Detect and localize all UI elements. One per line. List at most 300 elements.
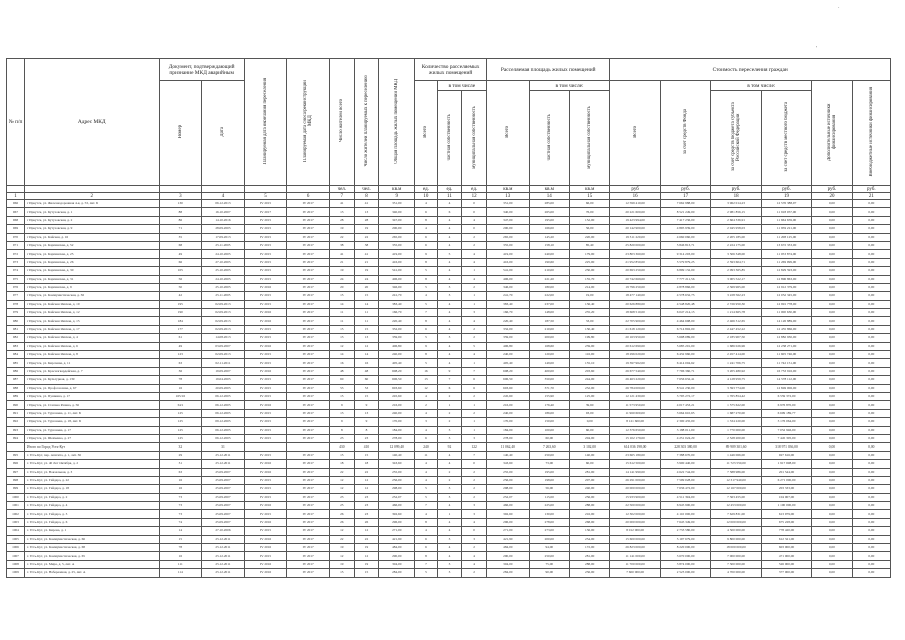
- table-cell: 12 576 388,97: [761, 200, 811, 208]
- table-cell: 25.09.2007: [202, 502, 245, 510]
- table-cell: 16: [415, 367, 437, 375]
- table-cell: 20: [354, 283, 379, 291]
- address-cell: г Иркутск, ул. Кутузовская, д. 1: [24, 208, 159, 216]
- column-number: 19: [761, 193, 811, 200]
- header-planned-demolition: Планируемая дата сноса/реконструкции МКД: [287, 59, 330, 186]
- table-cell: 85,40: [569, 241, 609, 249]
- table-cell: 25.12.2011: [202, 535, 245, 543]
- table-cell: 15: [329, 451, 354, 459]
- table-cell: 0,00: [812, 342, 852, 350]
- table-cell: 0,00: [812, 510, 852, 518]
- table-cell: 0,00: [812, 518, 852, 526]
- table-cell: 252,07: [379, 493, 415, 501]
- table-cell: 2 466 312,65: [711, 317, 761, 325]
- table-cell: 288,00: [569, 502, 609, 510]
- table-cell: 21: [354, 258, 379, 266]
- table-cell: 12 000 000,00: [711, 518, 761, 526]
- table-cell: 9 800 000,00: [711, 535, 761, 543]
- table-cell: 4: [462, 552, 487, 560]
- table-cell: 21 618 120,00: [610, 325, 660, 333]
- table-cell: 6 609 189,77: [761, 409, 811, 417]
- table-cell: 982: [7, 334, 25, 342]
- table-cell: 216,00: [379, 401, 415, 409]
- column-number: 11: [437, 193, 462, 200]
- table-cell: 104 007,00: [761, 493, 811, 501]
- table-cell: IV 2016: [244, 342, 287, 350]
- table-cell: 6 047 214,13: [660, 309, 710, 317]
- table-cell: 13: [354, 208, 379, 216]
- table-cell: 975: [7, 275, 25, 283]
- table-cell: 2 224 175,00: [711, 241, 761, 249]
- table-cell: 3 962 014,23: [711, 200, 761, 208]
- table-cell: 14.08.2013: [202, 334, 245, 342]
- header-area-private: частная собственность: [529, 91, 569, 186]
- table-cell: 6: [415, 535, 437, 543]
- table-row: [7, 493, 891, 501]
- table-cell: 0,00: [812, 401, 852, 409]
- table-cell: 32: [159, 443, 202, 451]
- table-cell: 285,00: [529, 200, 569, 208]
- table-cell: IV 2015: [244, 426, 287, 434]
- table-cell: 12 455 866,00: [761, 325, 811, 333]
- table-cell: 5: [415, 359, 437, 367]
- table-cell: 986: [7, 367, 25, 375]
- table-cell: 675 228,00: [761, 518, 811, 526]
- table-cell: 180,00: [529, 283, 569, 291]
- table-cell: 4: [415, 392, 437, 400]
- table-cell: 0,00: [812, 351, 852, 359]
- table-cell: IV 2015: [244, 527, 287, 535]
- table-cell: 265,00: [487, 233, 530, 241]
- table-cell: 7 599 028,00: [660, 476, 710, 484]
- table-cell: 25.09.2007: [202, 468, 245, 476]
- table-cell: 198,00: [529, 476, 569, 484]
- table-cell: 6: [415, 241, 437, 249]
- table-cell: 400,00: [529, 367, 569, 375]
- table-cell: 78: [159, 544, 202, 552]
- table-cell: 0,00: [812, 502, 852, 510]
- table-cell: 278,00: [529, 518, 569, 526]
- table-cell: 0,00: [852, 283, 890, 291]
- table-cell: 26 784 000,00: [610, 384, 660, 392]
- table-cell: 15: [354, 392, 379, 400]
- unit-cell: кв.м: [569, 186, 609, 193]
- column-number: 21: [852, 193, 890, 200]
- table-cell: 4: [462, 250, 487, 258]
- table-cell: 9: [437, 367, 462, 375]
- table-cell: 0,00: [852, 267, 890, 275]
- table-cell: [7, 443, 25, 451]
- table-cell: 0,00: [852, 359, 890, 367]
- table-cell: 0,00: [812, 241, 852, 249]
- table-cell: 11 700 000,00: [610, 560, 660, 568]
- table-cell: 1007: [7, 552, 25, 560]
- table-cell: 1 334 220,00: [711, 418, 761, 426]
- table-cell: 0,00: [852, 434, 890, 442]
- table-cell: 2: [437, 409, 462, 417]
- table-cell: 3 874 000,00: [660, 560, 710, 568]
- table-cell: 25.11.2005: [202, 292, 245, 300]
- table-cell: 41: [354, 200, 379, 208]
- table-cell: 0,00: [812, 334, 852, 342]
- table-cell: 240: [415, 443, 437, 451]
- table-cell: 23: [354, 434, 379, 442]
- table-cell: 27.10.2005: [202, 258, 245, 266]
- table-cell: 3: [437, 569, 462, 577]
- table-cell: 172,00: [569, 544, 609, 552]
- table-cell: 0,00: [812, 569, 852, 577]
- table-cell: 4: [415, 225, 437, 233]
- table-cell: 1: [462, 267, 487, 275]
- table-cell: 136,40: [569, 300, 609, 308]
- table-cell: IV 2015: [244, 216, 287, 224]
- table-cell: 350,00: [529, 376, 569, 384]
- address-cell: г Иркутск, ул. Карпинская, д. 26: [24, 258, 159, 266]
- table-cell: IV 2015: [244, 233, 287, 241]
- table-cell: 2: [462, 485, 487, 493]
- header-cost-subject: за счет средств бюджета субъекта Российской Федерации: [711, 91, 761, 186]
- table-cell: 5: [415, 283, 437, 291]
- table-cell: 250,00: [529, 552, 569, 560]
- table-cell: 2: [462, 241, 487, 249]
- table-cell: 5 685 201,00: [660, 342, 710, 350]
- table-row: [7, 502, 891, 510]
- address-cell: г Иркутск, ул. Железнодорожная 4-я, д. 53, лит. Б: [24, 200, 159, 208]
- table-cell: 3 228 562,23: [711, 292, 761, 300]
- table-cell: 27.10.2006: [202, 527, 245, 535]
- table-cell: 201 544,00: [761, 468, 811, 476]
- table-cell: 50: [159, 283, 202, 291]
- table-cell: 8: [354, 426, 379, 434]
- column-number: 18: [711, 193, 761, 200]
- table-cell: 19: [329, 544, 354, 552]
- table-cell: 73: [159, 502, 202, 510]
- table-cell: 6: [415, 233, 437, 241]
- table-cell: 24.10.2005: [202, 250, 245, 258]
- table-cell: 12 912 379,00: [761, 283, 811, 291]
- table-cell: 92: [437, 443, 462, 451]
- table-cell: 416,00: [487, 258, 530, 266]
- table-cell: 6: [415, 208, 437, 216]
- table-cell: 0,00: [812, 392, 852, 400]
- table-cell: 39,60: [569, 401, 609, 409]
- unit-cell: ед.: [437, 186, 462, 193]
- table-cell: 8 012 000,00: [610, 527, 660, 535]
- table-cell: IV 2016: [244, 283, 287, 291]
- table-cell: IV 2015: [244, 292, 287, 300]
- table-cell: 1: [462, 292, 487, 300]
- table-cell: 3: [462, 502, 487, 510]
- table-cell: IV 2017: [244, 208, 287, 216]
- table-cell: IV 2017: [287, 250, 330, 258]
- table-cell: 4: [437, 267, 462, 275]
- table-cell: 332,00: [379, 325, 415, 333]
- table-cell: 11 269 999,00: [761, 258, 811, 266]
- table-cell: 1: [462, 418, 487, 426]
- table-cell: 15 600 000,00: [610, 535, 660, 543]
- header-including-2: в том числе:: [529, 81, 610, 91]
- table-cell: 244,00: [569, 376, 609, 384]
- table-cell: 343,60: [379, 460, 415, 468]
- table-cell: 25.12.2011: [202, 451, 245, 459]
- table-cell: 22: [354, 233, 379, 241]
- table-cell: 343,60: [487, 460, 530, 468]
- table-cell: 9: [329, 401, 354, 409]
- table-cell: 976: [7, 283, 25, 291]
- table-cell: 60: [354, 376, 379, 384]
- table-cell: 271,00: [487, 527, 530, 535]
- table-row: [7, 392, 891, 400]
- table-cell: 392,60: [487, 510, 530, 518]
- table-cell: IV 2015: [244, 451, 287, 459]
- table-row: [7, 367, 891, 375]
- table-cell: 14 141 990,00: [610, 468, 660, 476]
- table-cell: 12 052 345,00: [761, 292, 811, 300]
- table-cell: 298,00: [487, 485, 530, 493]
- table-cell: 0,00: [852, 569, 890, 577]
- table-cell: 25.10.2005: [202, 267, 245, 275]
- table-cell: 466,00: [487, 502, 530, 510]
- table-cell: 16: [354, 359, 379, 367]
- table-cell: 7 000 000,00: [711, 552, 761, 560]
- table-cell: 140,40: [379, 451, 415, 459]
- table-cell: 8: [415, 518, 437, 526]
- table-cell: 2 205 185,00: [711, 233, 761, 241]
- table-cell: 377 000,00: [761, 569, 811, 577]
- table-cell: IV 2017: [287, 275, 330, 283]
- table-cell: 347,00: [379, 216, 415, 224]
- table-cell: 526 000,00: [761, 560, 811, 568]
- address-cell: г Иркутск, ул. Красногвардейская, д. 7: [24, 367, 159, 375]
- address-cell: г Иркутск, ул. Тургенева, д. 17: [24, 426, 159, 434]
- table-cell: 165/16: [159, 392, 202, 400]
- relocation-table-sheet: [6, 58, 891, 578]
- table-cell: 125: [159, 409, 202, 417]
- table-cell: 4: [415, 409, 437, 417]
- table-cell: 15: [354, 569, 379, 577]
- table-cell: IV 2015: [244, 225, 287, 233]
- table-cell: 16.10.2007: [202, 208, 245, 216]
- table-cell: IV 2015: [244, 418, 287, 426]
- table-cell: 18 668 510,00: [610, 309, 660, 317]
- table-cell: 991: [7, 409, 25, 417]
- table-cell: 190: [159, 309, 202, 317]
- table-cell: 8 521 249,00: [660, 208, 710, 216]
- table-cell: 200,00: [529, 535, 569, 543]
- table-cell: 60,00: [529, 434, 569, 442]
- table-cell: 18: [354, 460, 379, 468]
- table-cell: 20 163 950,00: [610, 334, 660, 342]
- table-cell: 7 796 360,71: [660, 367, 710, 375]
- table-cell: 13: [329, 409, 354, 417]
- unit-cell: руб.: [852, 186, 890, 193]
- table-cell: 340,00: [379, 208, 415, 216]
- table-cell: 5 197 679,00: [660, 535, 710, 543]
- table-cell: 3 205 480,92: [711, 367, 761, 375]
- total-row: [7, 443, 891, 451]
- scan-mark: .: [838, 4, 840, 10]
- header-cost-local: за счет средств местного бюджета: [761, 91, 811, 186]
- table-cell: 1 100 000,00: [761, 502, 811, 510]
- table-cell: 220,00: [569, 233, 609, 241]
- table-cell: 4: [437, 342, 462, 350]
- table-cell: 56,00: [529, 485, 569, 493]
- table-cell: 11: [329, 317, 354, 325]
- table-cell: IV 2015: [244, 200, 287, 208]
- table-cell: 34/1: [159, 401, 202, 409]
- table-cell: 0,00: [812, 317, 852, 325]
- table-cell: 25.10.2005: [202, 283, 245, 291]
- table-cell: 250,00: [529, 451, 569, 459]
- table-cell: 4: [462, 275, 487, 283]
- table-cell: 4 895 939,00: [660, 225, 710, 233]
- table-cell: 265,00: [529, 208, 569, 216]
- table-cell: 49: [159, 250, 202, 258]
- column-number: 15: [569, 193, 609, 200]
- table-cell: 145,20: [529, 233, 569, 241]
- table-row: [7, 460, 891, 468]
- table-cell: 63: [159, 359, 202, 367]
- table-cell: 0,00: [812, 367, 852, 375]
- table-cell: 9: [354, 401, 379, 409]
- table-cell: 20 612 690,00: [610, 342, 660, 350]
- table-cell: 31: [159, 460, 202, 468]
- table-cell: 256,00: [379, 476, 415, 484]
- table-cell: 14: [329, 300, 354, 308]
- table-cell: 210,00: [529, 325, 569, 333]
- table-cell: 140,00: [569, 451, 609, 459]
- header-area-total: Общая площадь жилых помещений МКД: [379, 59, 415, 186]
- table-cell: 0,00: [852, 241, 890, 249]
- table-cell: 998: [7, 476, 25, 484]
- address-cell: г. Усть-Кут, ул. Гайдара, д. 18: [24, 485, 159, 493]
- table-cell: 241,70: [487, 292, 530, 300]
- table-cell: IV 2017: [287, 544, 330, 552]
- table-cell: 0,00: [812, 300, 852, 308]
- table-cell: 73: [159, 510, 202, 518]
- table-cell: 0,00: [812, 476, 852, 484]
- table-cell: 1 917 698,00: [761, 460, 811, 468]
- table-cell: 74: [159, 518, 202, 526]
- table-cell: 16: [329, 359, 354, 367]
- table-cell: 3: [437, 493, 462, 501]
- table-cell: 0,00: [852, 317, 890, 325]
- table-cell: 14 126 889,00: [761, 317, 811, 325]
- table-cell: 225,00: [569, 258, 609, 266]
- address-cell: г Иркутск, ул. Карпинская, д. 9: [24, 283, 159, 291]
- address-cell: г. Усть-Кут, ул. Коммунистическая, д. 66: [24, 535, 159, 543]
- table-cell: 8: [415, 351, 437, 359]
- table-cell: 184,00: [487, 426, 530, 434]
- table-cell: 15: [354, 325, 379, 333]
- table-cell: 1 765 854,42: [711, 392, 761, 400]
- table-cell: 0,00: [812, 418, 852, 426]
- unit-cell: руб.: [812, 186, 852, 193]
- table-row: [7, 552, 891, 560]
- table-cell: 9: [354, 418, 379, 426]
- table-row: [7, 225, 891, 233]
- table-cell: 184,00: [379, 426, 415, 434]
- table-cell: 0,00: [852, 527, 890, 535]
- table-cell: IV 2015: [244, 392, 287, 400]
- table-cell: IV 2015: [244, 552, 287, 560]
- table-cell: 26 463 220,00: [610, 376, 660, 384]
- table-cell: 974: [7, 267, 25, 275]
- address-cell: г Иркутск, ул. Кирочная, д. 11: [24, 359, 159, 367]
- table-cell: 6: [415, 434, 437, 442]
- table-cell: 6 945 900,00: [660, 502, 710, 510]
- address-cell: г Иркутск, ул. Кайская Ямская, д. 4: [24, 334, 159, 342]
- table-cell: 14: [354, 300, 379, 308]
- column-number: 13: [487, 193, 530, 200]
- table-cell: 987: [7, 376, 25, 384]
- table-cell: 25.12.2011: [202, 569, 245, 577]
- table-cell: 220,40: [379, 317, 415, 325]
- table-cell: IV 2017: [287, 300, 330, 308]
- table-cell: 0,00: [852, 443, 890, 451]
- table-cell: 406,00: [379, 275, 415, 283]
- table-cell: 927 616,00: [761, 451, 811, 459]
- table-cell: 02.09.2013: [202, 300, 245, 308]
- table-cell: 22 500 000,00: [610, 502, 660, 510]
- unit-cell: руб.: [711, 186, 761, 193]
- table-cell: 63: [159, 468, 202, 476]
- table-row: [7, 409, 891, 417]
- header-cost-total: Всего: [610, 81, 660, 186]
- address-cell: г Иркутск, ул. Кайская, д. 16: [24, 233, 159, 241]
- table-cell: 240,00: [379, 351, 415, 359]
- address-cell: г. Усть-Кут, ул. Гайдара, д. 4: [24, 502, 159, 510]
- table-cell: IV 2017: [287, 325, 330, 333]
- table-row: [7, 241, 891, 249]
- table-cell: 26: [329, 510, 354, 518]
- table-cell: 4: [437, 309, 462, 317]
- table-cell: 125: [159, 418, 202, 426]
- header-area-all: Всего: [487, 81, 530, 186]
- table-cell: 2: [462, 283, 487, 291]
- address-cell: г Иркутск, ул. Карпинская, д. 25: [24, 250, 159, 258]
- table-cell: 41: [329, 200, 354, 208]
- table-cell: 0,00: [812, 409, 852, 417]
- table-cell: 240,00: [487, 351, 530, 359]
- table-cell: 207,00: [569, 476, 609, 484]
- table-cell: 1006: [7, 544, 25, 552]
- table-cell: IV 2017: [287, 241, 330, 249]
- table-cell: 38: [329, 241, 354, 249]
- table-cell: 608,20: [487, 367, 530, 375]
- table-cell: 21: [329, 258, 354, 266]
- table-cell: 0,00: [852, 409, 890, 417]
- table-cell: 608,20: [379, 367, 415, 375]
- table-cell: 200,00: [379, 225, 415, 233]
- table-cell: 0,00: [812, 258, 852, 266]
- table-cell: 8: [329, 426, 354, 434]
- table-cell: 19: [354, 544, 379, 552]
- table-cell: 15: [329, 325, 354, 333]
- table-cell: 972: [7, 250, 25, 258]
- table-cell: 0,00: [852, 476, 890, 484]
- table-cell: 15: [329, 392, 354, 400]
- table-cell: 0,00: [852, 552, 890, 560]
- table-cell: IV 2016: [244, 317, 287, 325]
- table-row: [7, 351, 891, 359]
- table-cell: 271,00: [379, 527, 415, 535]
- table-cell: 6: [437, 208, 462, 216]
- table-cell: IV 2017: [287, 317, 330, 325]
- table-cell: 2: [462, 392, 487, 400]
- table-cell: 66,00: [569, 200, 609, 208]
- table-cell: 15 102 179,00: [610, 434, 660, 442]
